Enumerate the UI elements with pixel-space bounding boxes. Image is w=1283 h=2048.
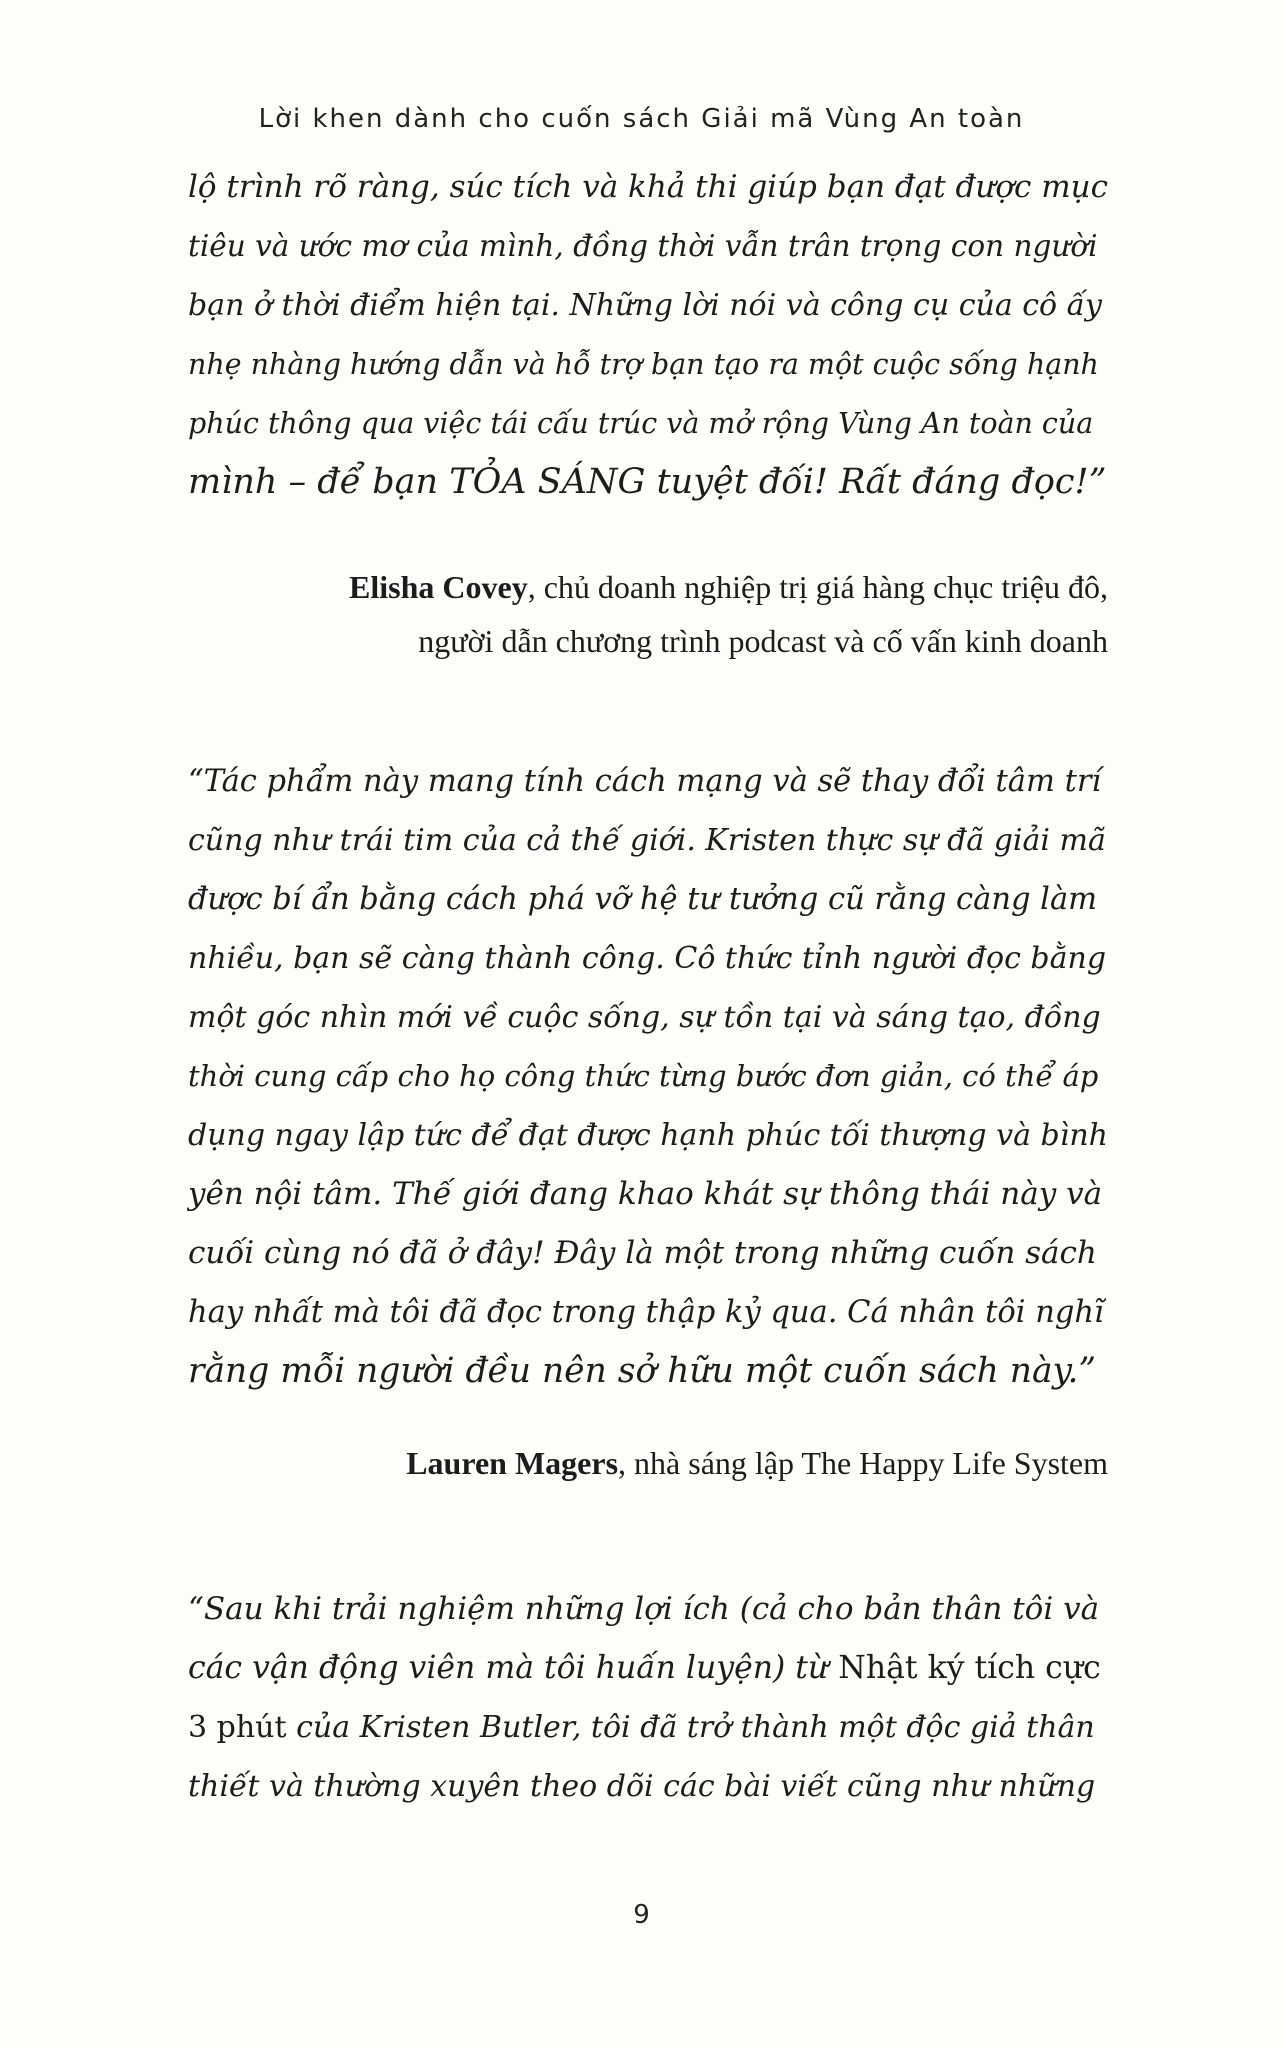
quote-2-line: thời cung cấp cho họ công thức từng bước đơn giản, có thể áp [188,1059,1099,1093]
quote-3 [188,1580,1108,1816]
quote-3-line [188,1639,1108,1698]
quote-2-line: yên nội tâm. Thế giới đang khao khát sự thông thái này và [188,1176,1103,1212]
quote-2-line: một góc nhìn mới về cuộc sống, sự tồn tại và sáng tạo, đồng [188,1000,1101,1035]
quote-3-line [188,1698,1108,1757]
attribution-1-name: Elisha Covey [349,569,528,605]
attribution-1 [349,560,1108,668]
page-number: 9 [633,1900,650,1930]
book-title-part-2: 3 phút [188,1710,287,1745]
quote-2-line: dụng ngay lập tức để đạt được hạnh phúc tối thượng và bình [188,1118,1108,1153]
quote-3-line3-italic: của Kristen Butler, tôi đã trở thành một độc giả thân [286,1710,1095,1745]
attribution-1-role-line2: người dẫn chương trình podcast và cố vấn kinh doanh [418,623,1108,659]
quote-2-line: rằng mỗi người đều nên sở hữu một cuốn sách này.” [188,1351,1097,1391]
quote-1-line: nhẹ nhàng hướng dẫn và hỗ trợ bạn tạo ra một cuộc sống hạnh [188,348,1099,381]
quote-2-line: nhiều, bạn sẽ càng thành công. Cô thức tỉnh người đọc bằng [188,941,1107,976]
quote-2-line: hay nhất mà tôi đã đọc trong thập kỷ qua. Cá nhân tôi nghĩ [188,1295,1104,1330]
attribution-1-line1 [349,560,1108,614]
running-header: Lời khen dành cho cuốn sách Giải mã Vùng An toàn [258,104,1025,134]
quote-1-line: lộ trình rõ ràng, súc tích và khả thi giúp bạn đạt được mục [188,169,1108,205]
quote-2-line: cũng như trái tim của cả thế giới. Kristen thực sự đã giải mã [188,823,1106,858]
quote-2-line: cuối cùng nó đã ở đây! Đây là một trong những cuốn sách [188,1235,1097,1271]
quote-3-line: thiết và thường xuyên theo dõi các bài viết cũng như những [188,1769,1096,1804]
quote-1-line: tiêu và ước mơ của mình, đồng thời vẫn trân trọng con người [188,229,1098,263]
book-title-part-1: Nhật ký tích cực [838,1650,1101,1686]
attribution-2-role: , nhà sáng lập The Happy Life System [618,1445,1108,1481]
attribution-2-name: Lauren Magers [406,1445,619,1481]
attribution-2 [406,1436,1108,1490]
quote-2-line: “Tác phẩm này mang tính cách mạng và sẽ thay đổi tâm trí [188,764,1102,799]
quote-2-line: được bí ẩn bằng cách phá vỡ hệ tư tưởng cũ rằng càng làm [188,882,1098,917]
quote-1-line: bạn ở thời điểm hiện tại. Những lời nói và công cụ của cô ấy [188,288,1102,323]
quote-1-line: mình – để bạn TỎA SÁNG tuyệt đối! Rất đáng đọc!” [188,462,1107,502]
attribution-2-line [406,1436,1108,1490]
quote-1-line: phúc thông qua việc tái cấu trúc và mở rộng Vùng An toàn của [188,407,1094,440]
attribution-1-role-line1: , chủ doanh nghiệp trị giá hàng chục triệu đô, [527,569,1108,605]
quote-2 [188,752,1108,1401]
quote-3-line: “Sau khi trải nghiệm những lợi ích (cả cho bản thân tôi và [188,1591,1100,1627]
quote-1 [188,158,1108,512]
quote-3-line2-italic: các vận động viên mà tôi huấn luyện) từ [188,1650,839,1686]
